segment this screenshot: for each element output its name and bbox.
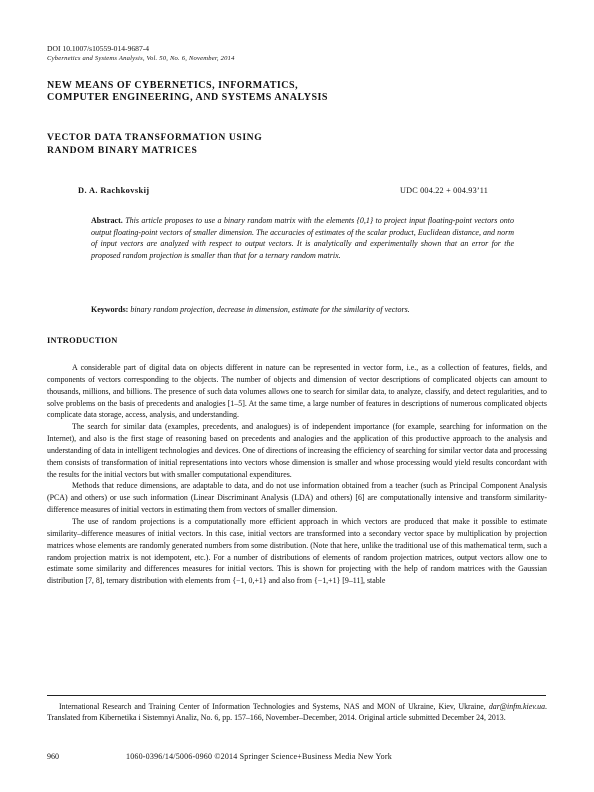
affiliation-footnote [47, 701, 547, 723]
doi-line: DOI 10.1007/s10559-014-9687-4 [47, 44, 150, 53]
paragraph: The search for similar data (examples, precedents, and analogues) is of independent importance (for example, searching for information on the Internet), and also is the first stage of reasoning based on precedents and analogies and the application of this productive approach to the analysis and understanding of data in intelligent technologies and devices. One of directions of increasing the efficiency of searching for similar vector data and processing them consists of transformation of initial representations into vectors whose dimension is smaller and whose processing would yield results concordant with the results for the initial vectors but with smaller computational expenditures. [47, 422, 547, 479]
journal-citation: Cybernetics and Systems Analysis, Vol. 50, No. 6, November, 2014 [47, 55, 235, 62]
keywords [91, 305, 521, 314]
journal-section-heading [47, 80, 328, 104]
paragraph: A considerable part of digital data on objects different in nature can be represented in vector form, i.e., as a collection of features, fields, and components of vectors corresponding to the objects. The number of objects and dimension of vector descriptions of complicated objects can amount to thousands, millions, and billions. The presence of such data volumes allows one to search for similar data, to analyze, classify, and detect regularities, and to solve problems on the basis of precedents and analogies [1–5]. At the same time, a large number of features in descriptions of numerous complicated objects complicate data storage, access, analysis, and understanding. [47, 363, 547, 420]
introduction-body [47, 362, 547, 587]
paragraph: Methods that reduce dimensions, are adaptable to data, and do not use information obtained from a teacher (such as Principal Component Analysis (PCA) and others) or use such information (Linear Discriminant Analysis (LDA) and others) [6] are computationally intensive and transform similarity-difference measures of initial vectors in estimating them from vectors of smaller dimension. [47, 481, 547, 515]
issn-copyright-line: 1060-0396/14/5006-0960 ©2014 Springer Science+Business Media New York [126, 752, 392, 761]
footnote-text: International Research and Training Center of Information Technologies and Systems, NAS and MON of Ukraine, Kiev, Ukraine, [59, 702, 489, 711]
author-email: dar@infm.kiev.ua [488, 702, 546, 711]
paragraph: The use of random projections is a computationally more efficient approach in which vectors are produced that make it possible to estimate similarity–difference measures of initial vectors. In this case, initial vectors are transformed into a secondary vector space by multiplication by projection matrices whose elements are randomly generated numbers from some distribution. (Note that here, unlike the traditional use of this mathematical term, such a random projection matrix is not idempotent, etc.). For a number of distributions of elements of random projection matrices, output vectors allow one to estimate some similarity and differences measures for initial vectors. This is shown for projecting with the help of random matrices with the Gaussian distribution [7, 8], ternary distribution with elements from {−1, 0,+1} and also from {−1,+1} [9–11], stable [47, 516, 547, 586]
author-name: D. A. Rachkovskij [78, 186, 150, 195]
abstract-text: This article proposes to use a binary random matrix with the elements {0,1} to project input floating-point vectors onto output floating-point vectors of smaller dimension. The accuracies of estimates of the scalar product, Euclidean distance, and norm of input vectors are analyzed with respect to output vectors. It is analytically and experimentally shown that an error for the proposed random projection is smaller than that for a ternary random matrix. [91, 216, 515, 261]
article-title-line-1: VECTOR DATA TRANSFORMATION USING [47, 132, 263, 143]
article-title-line-2: RANDOM BINARY MATRICES [47, 145, 198, 156]
introduction-heading: INTRODUCTION [47, 336, 118, 345]
footnote-divider [47, 695, 546, 696]
keywords-label: Keywords: [91, 305, 129, 314]
keywords-text: binary random projection, decrease in dimension, estimate for the similarity of vectors. [130, 305, 410, 314]
section-heading-line-1: NEW MEANS OF CYBERNETICS, INFORMATICS, [47, 80, 299, 91]
article-title [47, 131, 262, 157]
page-number: 960 [47, 752, 59, 761]
abstract [91, 215, 514, 262]
section-heading-line-2: COMPUTER ENGINEERING, AND SYSTEMS ANALYSIS [47, 92, 328, 103]
abstract-label: Abstract. [91, 216, 123, 225]
udc-code: UDC 004.22 + 004.93’11 [400, 186, 489, 195]
footnote-text: . Translated from Kibernetika i Sistemnyi Analiz, No. 6, pp. 157–166, November–December, 2014. Original article submitted December 24, 2013. [47, 702, 547, 723]
